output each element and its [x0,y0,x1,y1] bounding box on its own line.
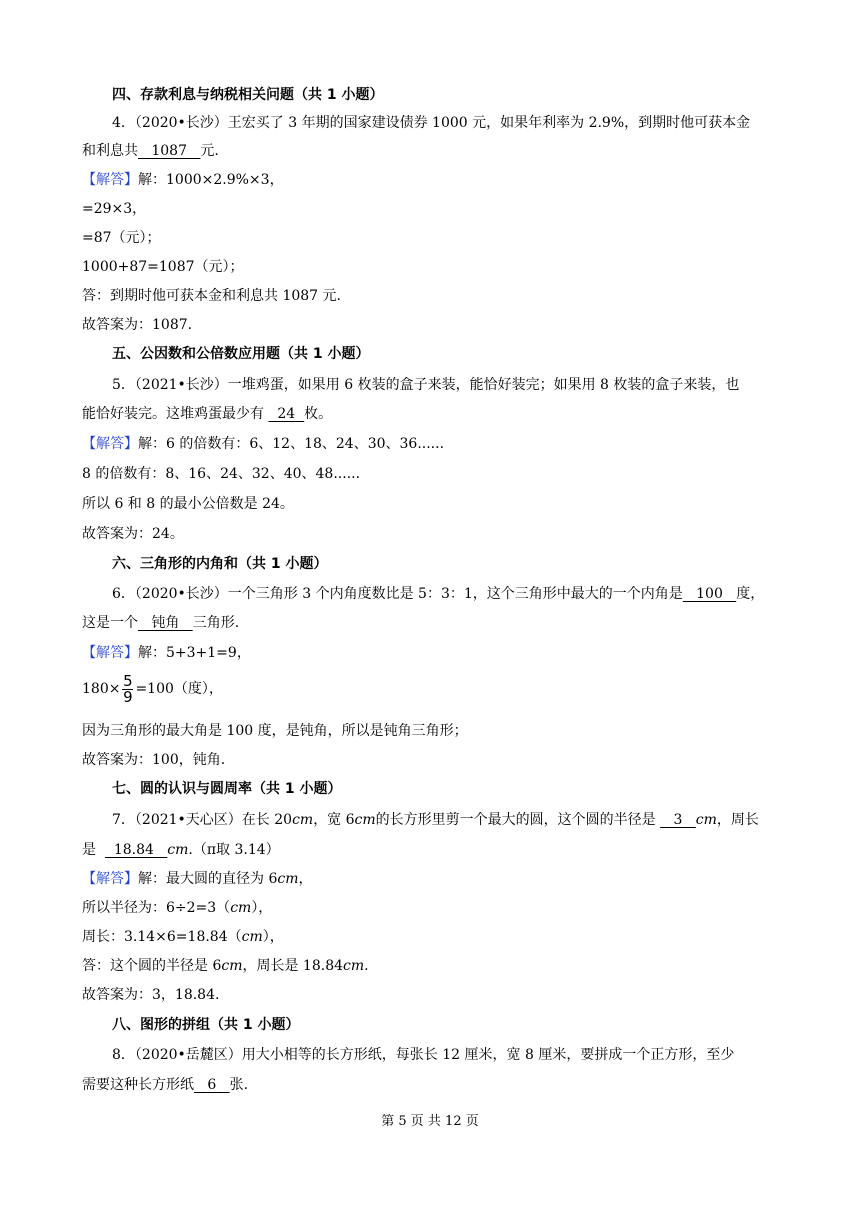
fraction-five-ninths: $\frac{5}{9}$ [123,671,133,706]
section-4-heading: 四、存款利息与纳税相关问题（共 1 小题） [112,87,384,103]
question-8-line-2: 需要这种长方形纸 6 张. [82,1077,249,1093]
solution-5-line-3: 所以 6 和 8 的最小公倍数是 24。 [82,496,294,512]
solution-4-line-5: 答：到期时他可获本金和利息共 1087 元. [82,288,341,304]
section-6-heading: 六、三角形的内角和（共 1 小题） [112,556,328,572]
question-6-line-2: 这是一个 钝角 三角形. [82,615,240,631]
final-answer-7: 故答案为：3，18.84. [82,987,220,1003]
question-6-line-1: 6．（2020•长沙）一个三角形 3 个内角度数比是 5：3：1，这个三角形中最大的一个内角是 100 度， [112,586,765,602]
question-7-line-1: 7．（2021•天心区）在长 20cm，宽 6cm的长方形里剪一个最大的圆，这个圆的半径是 3 cm，周长 [112,812,759,828]
solution-4-line-1: 【解答】解：1000×2.9%×3， [82,172,284,188]
question-8-line-1: 8．（2020•岳麓区）用大小相等的长方形纸，每张长 12 厘米，宽 8 厘米，要拼成一个正方形，至少 [112,1047,735,1063]
solution-4-line-4: 1000+87=1087（元）； [82,259,244,275]
section-7-heading: 七、圆的认识与圆周率（共 1 小题） [112,781,342,797]
solution-7-line-1: 【解答】解：最大圆的直径为 6cm， [82,871,313,887]
final-answer-5: 故答案为：24。 [82,526,184,542]
solution-tag: 【解答】 [82,172,138,188]
section-5-heading: 五、公因数和公倍数应用题（共 1 小题） [112,346,370,362]
solution-5-line-2: 8 的倍数有：8、16、24、32、40、48...... [82,466,361,482]
page-footer: 第 5 页 共 12 页 [381,1114,479,1129]
final-answer-6: 故答案为：100，钝角. [82,752,226,768]
section-8-heading: 八、图形的拼组（共 1 小题） [112,1017,300,1033]
answer-blank-6b: 钝角 [151,615,180,631]
answer-blank-8: 6 [207,1077,217,1093]
solution-4-line-2: =29×3， [82,201,147,217]
question-4-text: 和利息共 [82,143,138,159]
solution-7-line-4: 答：这个圆的半径是 6cm，周长是 18.84cm. [82,958,369,974]
solution-tag: 【解答】 [82,436,138,452]
solution-6-line-2: 180× $\frac{5}{9}$ =100（度）， [82,671,223,706]
final-answer-4: 故答案为：1087. [82,317,193,333]
solution-tag: 【解答】 [82,871,138,887]
solution-7-line-3: 周长：3.14×6=18.84（cm）， [82,929,284,945]
answer-blank-7b: 18.84 [113,842,154,858]
question-7-line-2: 是 18.84 cm.（π取 3.14） [82,842,280,858]
question-5-line-1: 5．（2021•长沙）一堆鸡蛋，如果用 6 枚装的盒子来装，能恰好装完；如果用 8 枚装的盒子来装，也 [112,377,740,393]
question-5-line-2: 能恰好装完。这堆鸡蛋最少有 24 枚。 [82,406,333,422]
solution-tag: 【解答】 [82,645,138,661]
answer-blank-5: 24 [277,406,296,422]
solution-6-line-3: 因为三角形的最大角是 100 度，是钝角，所以是钝角三角形； [82,723,468,739]
solution-4-line-3: =87（元）； [82,230,161,246]
answer-blank-4: 1087 [151,143,187,159]
question-4-suffix: 元. [200,143,219,159]
solution-6-line-1: 【解答】解：5+3+1=9， [82,645,251,661]
solution-5-line-1: 【解答】解：6 的倍数有：6、12、18、24、30、36...... [82,436,445,452]
question-4-line-1: 4．（2020•长沙）王宏买了 3 年期的国家建设债券 1000 元，如果年利率为 2.9%，到期时他可获本金 [112,115,751,131]
answer-blank-6a: 100 [696,586,723,602]
question-4-line-2 [82,141,219,161]
answer-blank-7a: 3 [673,812,683,828]
solution-7-line-2: 所以半径为：6÷2=3（cm）， [82,900,273,916]
